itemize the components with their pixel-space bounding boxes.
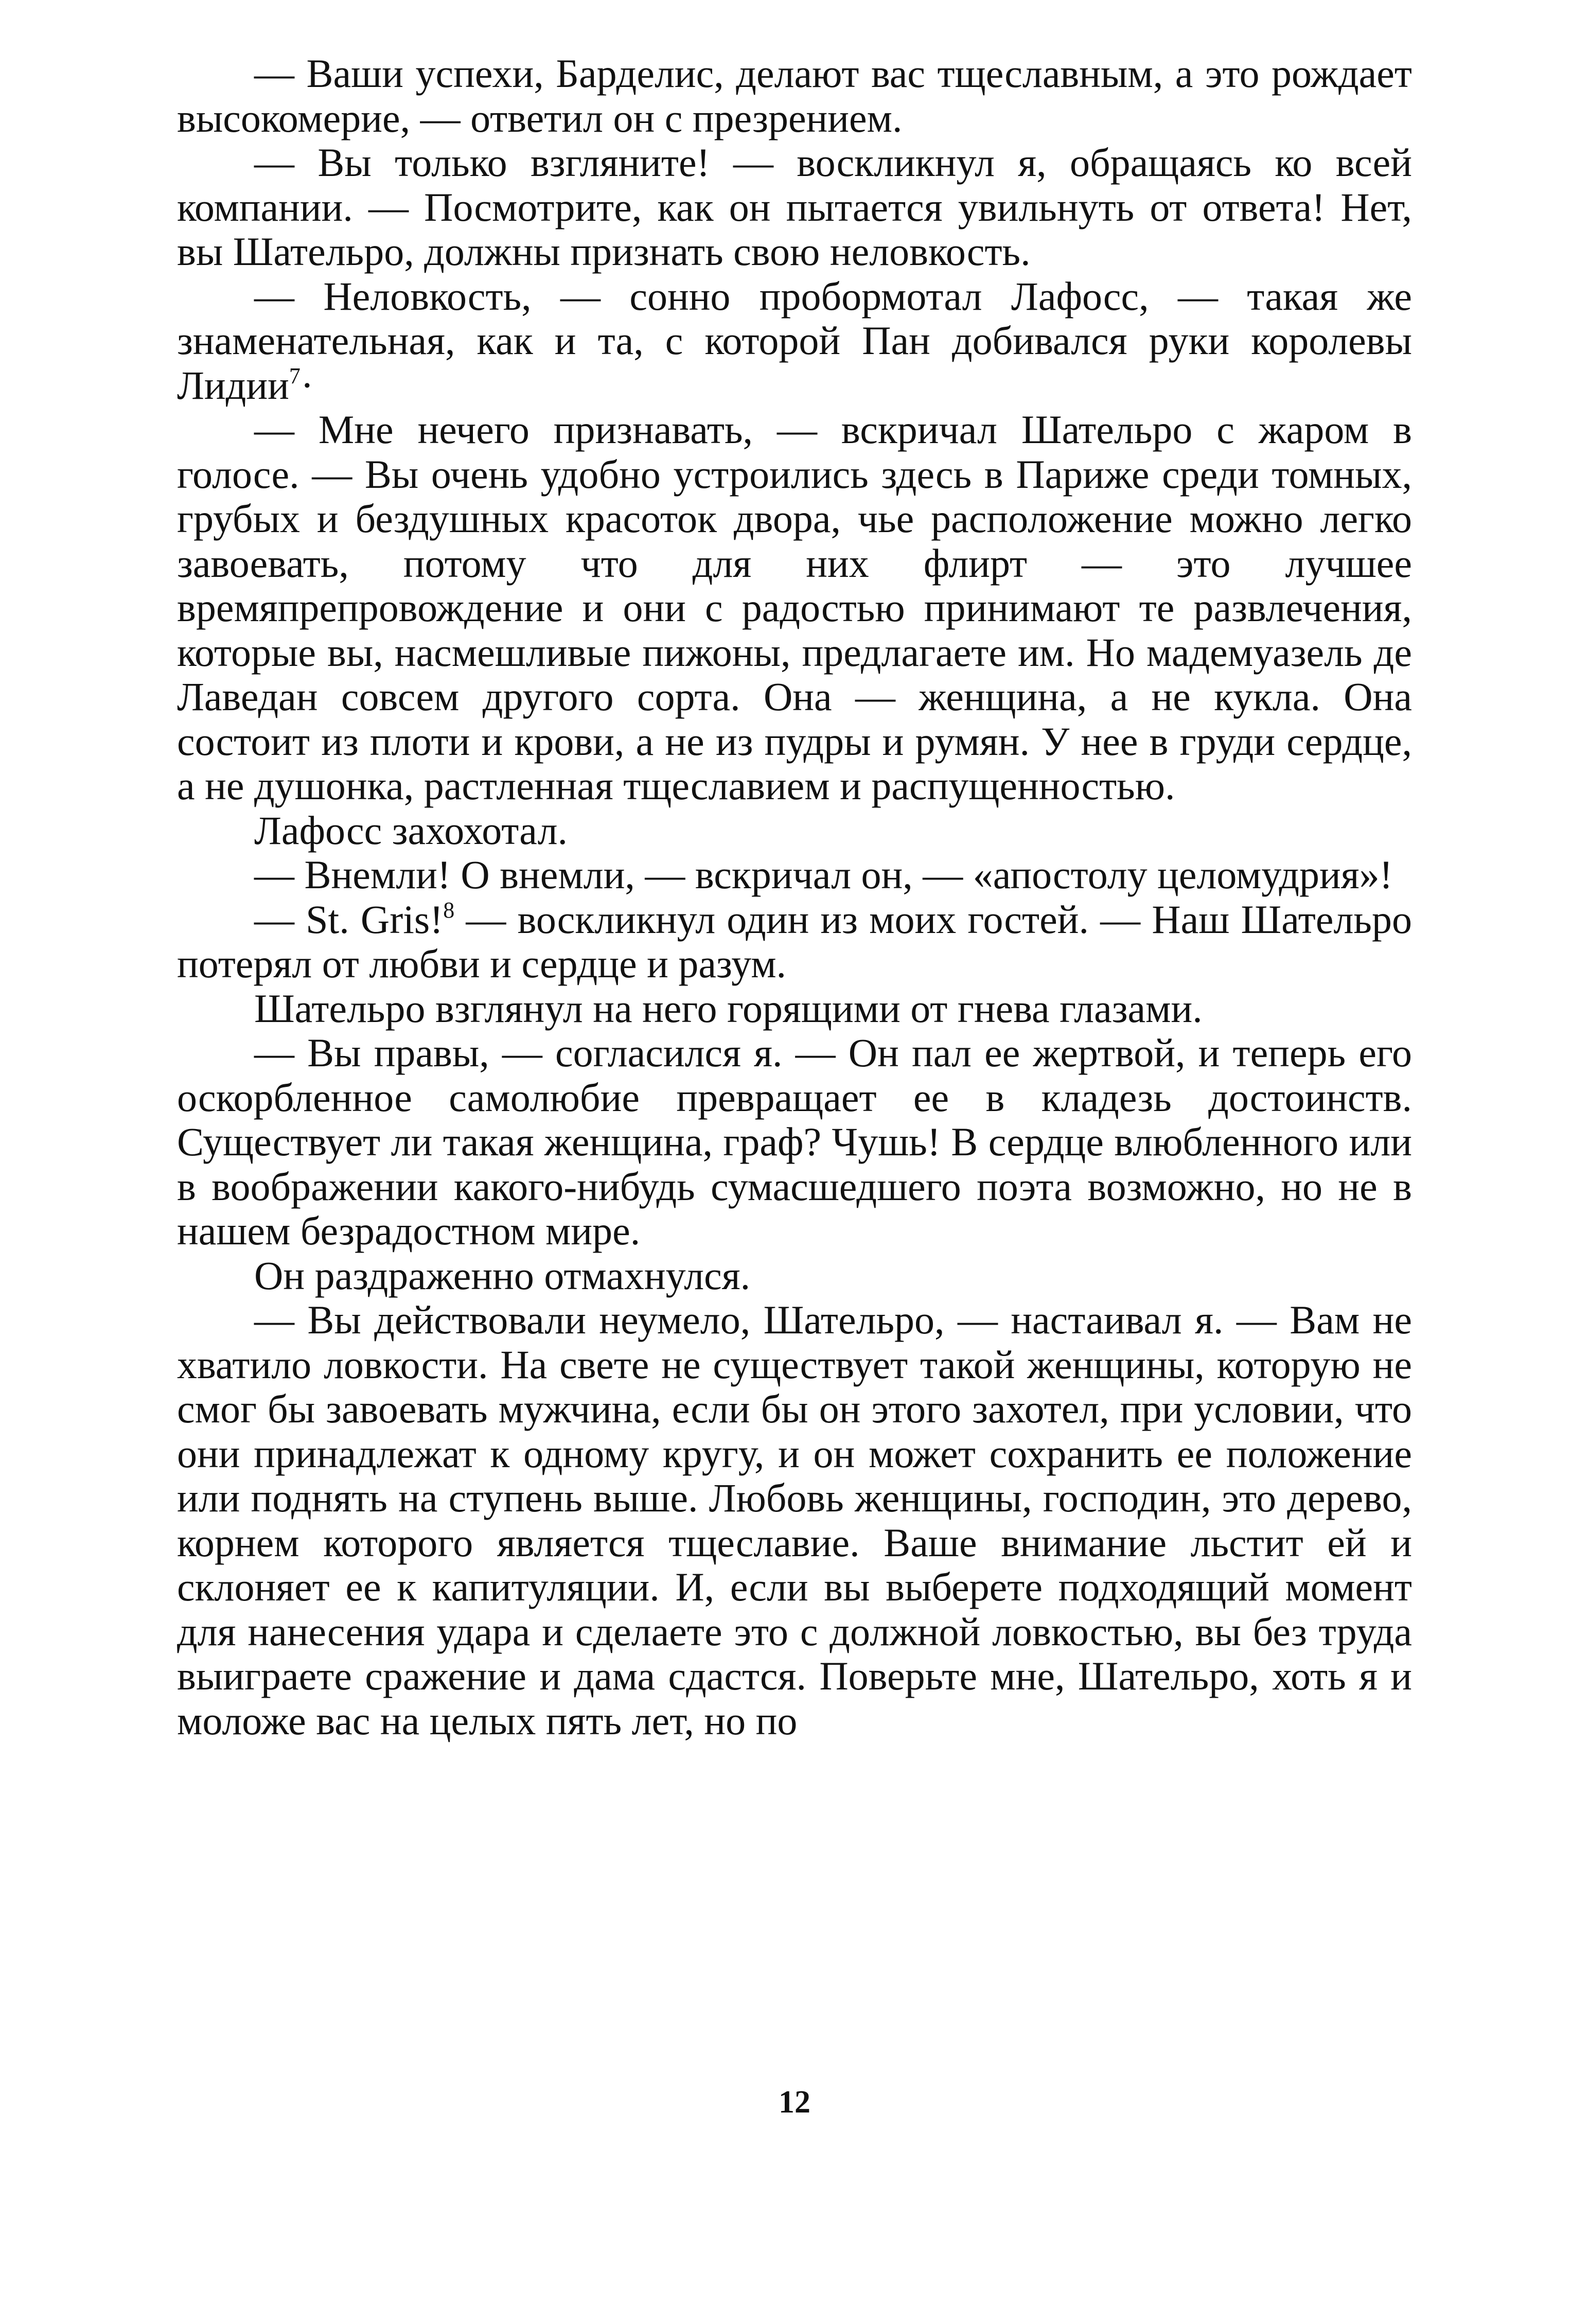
paragraph-text: — Вы правы, — согласился я. — Он пал ее жертвой, и теперь его оскорбленное самолюбие превращает ее в кладезь достоинств. Существует ли такая женщина, граф? Чушь! В сердце влюбленного или в воображении какого-нибудь сумасшедшего поэта возможно, но не в нашем безрадостном мире. bbox=[177, 1030, 1412, 1253]
paragraph bbox=[177, 1298, 1412, 1743]
paragraph bbox=[177, 987, 1412, 1031]
paragraph-text: — Мне нечего признавать, — вскричал Шательро с жаром в голосе. — Вы очень удобно устроились здесь в Париже среди томных, грубых и бездушных красоток двора, чье расположение можно легко завоевать, потому что для них флирт — это лучшее времяпрепровождение и они с радостью принимают те развлечения, которые вы, насмешливые пижоны, предлагаете им. Но мадемуазель де Лаведан совсем другого сорта. Она — женщина, а не кукла. Она состоит из плоти и крови, а не из пудры и румян. У нее в груди сердце, а не душонка, растленная тщеславием и распущенностью. bbox=[177, 407, 1412, 808]
paragraph bbox=[177, 897, 1412, 987]
paragraph-text: — Ваши успехи, Барделис, делают вас тщеславным, а это рождает высокомерие, — ответил он с презрением. bbox=[177, 51, 1412, 140]
footnote-marker: 8 bbox=[443, 897, 455, 923]
paragraph-text: Шательро взглянул на него горящими от гнева глазами. bbox=[254, 985, 1203, 1031]
page-number: 12 bbox=[779, 2085, 810, 2120]
paragraph bbox=[177, 51, 1412, 140]
paragraph-text-after: — воскликнул один из моих гостей. — Наш Шательро потерял от любви и сердце и разум. bbox=[177, 896, 1412, 986]
paragraph-text: Лафосс захохотал. bbox=[254, 807, 568, 853]
paragraph-text: — Неловкость, — сонно пробормотал Лафосс, — такая же знаменательная, как и та, с которой Пан добивался руки королевы Лидии bbox=[177, 273, 1412, 408]
paragraph bbox=[177, 1254, 1412, 1298]
paragraph-text: Он раздраженно отмахнулся. bbox=[254, 1253, 751, 1298]
text-block bbox=[177, 51, 1412, 1743]
paragraph bbox=[177, 274, 1412, 408]
footnote-marker: 7 bbox=[289, 363, 301, 389]
paragraph bbox=[177, 808, 1412, 853]
paragraph-text: — Вы действовали неумело, Шательро, — настаивал я. — Вам не хватило ловкости. На свете не существует такой женщины, которую не смог бы завоевать мужчина, если бы он этого захотел, при условии, что они принадлежат к одному кругу, и он может сохранить ее положение или поднять на ступень выше. Любовь женщины, господин, это дерево, корнем которого является тщеславие. Ваше внимание льстит ей и склоняет ее к капитуляции. И, если вы выберете подходящий момент для нанесения удара и сделаете это с должной ловкостью, вы без труда выиграете сражение и дама сдастся. Поверьте мне, Шательро, хоть я и моложе вас на целых пять лет, но по bbox=[177, 1297, 1412, 1743]
paragraph-text: — Внемли! О внемли, — вскричал он, — «апостолу целомудрия»! bbox=[254, 852, 1393, 897]
paragraph-text: — Вы только взгляните! — воскликнул я, обращаясь ко всей компании. — Посмотрите, как он пытается увильнуть от ответа! Нет, вы Шательро, должны признать свою неловкость. bbox=[177, 140, 1412, 274]
paragraph bbox=[177, 1031, 1412, 1254]
paragraph bbox=[177, 408, 1412, 808]
paragraph bbox=[177, 853, 1412, 897]
paragraph bbox=[177, 140, 1412, 274]
paragraph-text: — St. Gris! bbox=[254, 896, 444, 942]
paragraph-text-after: · bbox=[300, 362, 314, 408]
